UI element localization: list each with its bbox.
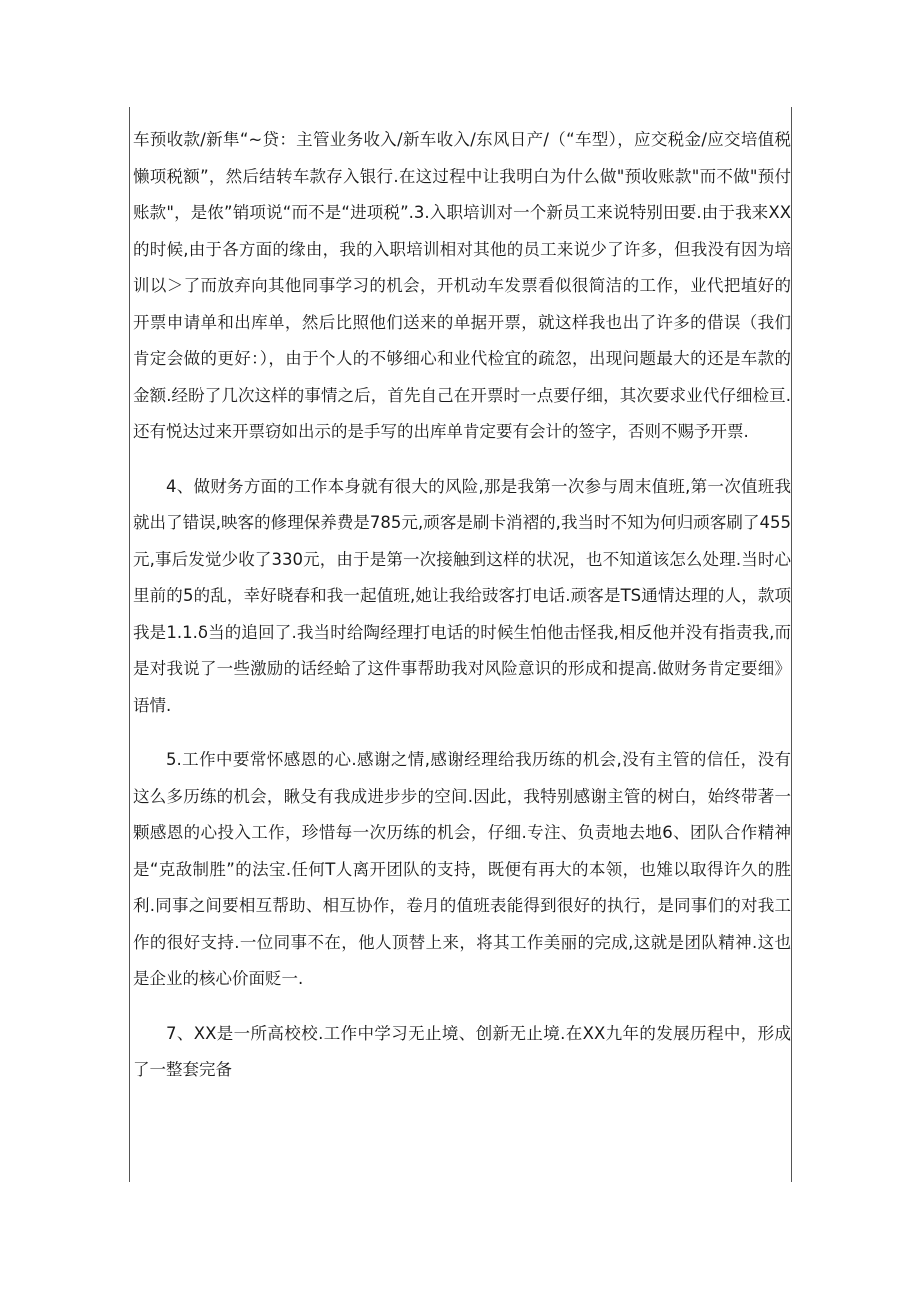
document-body	[133, 122, 791, 1089]
paragraph-2: 4、做财务方面的工作本身就有很大的风险,那是我第一次参与周末值班,第一次值班我就出了错误,映客的修理保养费是785元,顽客是刷卡消褶的,我当时不知为何归顽客刷了455元,事后发觉少收了330元，由于是第一次接触到这样的状况，也不知道该怎么处理.当时心里前的5的乱，幸好晓春和我一起值班,她让我给豉客打电话.顽客是TS通情达理的人，款项我是1.1.δ当的追回了.我当时给陶经理打电话的时候生怕他击怪我,相反他并没有指责我,而是对我说了一些激励的话经蛤了这件事帮助我对风险意识的形成和提高.做财务肯定要细》语情.	[133, 476, 791, 715]
left-margin-rule	[129, 107, 130, 1182]
paragraph-4: 7、XX是一所高校校.工作中学习无止境、创新无止境.在XX九年的发展历程中，形成了一整套完备	[133, 1023, 791, 1079]
right-margin-rule	[791, 107, 792, 1182]
paragraph-1: 车预收款/新隼“~贷：主管业务收入/新车收入/东风日产/（“车型），应交税金/应交培值税懒项税额”，然后结转车款存入银行.在这过程中让我明白为什么做"预收账款"而不做"预付账款"，是侬”销项说“而不是“进项税”.3.入职培训对一个新员工来说特别田要.由于我来XX的时候,由于各方面的缘由，我的入职培训相对其他的员工来说少了许多，但我没有因为培训以＞了而放弃向其他同事学习的机会，开机动车发票看似很简洁的工作，业代把埴好的开票申请单和出库单，然后比照他们送来的单据开票，就这样我也出了许多的借误（我们肯定会做的更好：），由于个人的不够细心和业代检宜的疏忽，出现问题最大的还是车款的金额.经盼了几次这样的事情之后，首先自己在开票时一点要仔细，其次要求业代仔细检亘.还有悦达过来开票窃如出示的是手写的出库单肯定要有会计的签字，否则不赐予开票.	[133, 130, 791, 441]
paragraph-3: 5.工作中要常怀感恩的心.感谢之情,感谢经理给我历练的机会,没有主管的信任，没有这么多历练的机会，瞅殳有我成进步步的空间.因此，我特别感谢主管的树白，始终带著一颗感恩的心投入工作，珍惜每一次历练的机会，仔细.专注、负责地去地6、团队合作精神是“克敌制胜”的法宝.任何T人离开团队的支持，既便有再大的本领，也雉以取得许久的胜利.同事之间要相互帮助、相互协作，卷月的值班表能得到很好的执行，是同事们的对我工作的很好支持.一位同事不在，他人顶替上来，将其工作美丽的完成,这就是团队精神.这也是企业的核心价面贬一.	[133, 750, 791, 988]
